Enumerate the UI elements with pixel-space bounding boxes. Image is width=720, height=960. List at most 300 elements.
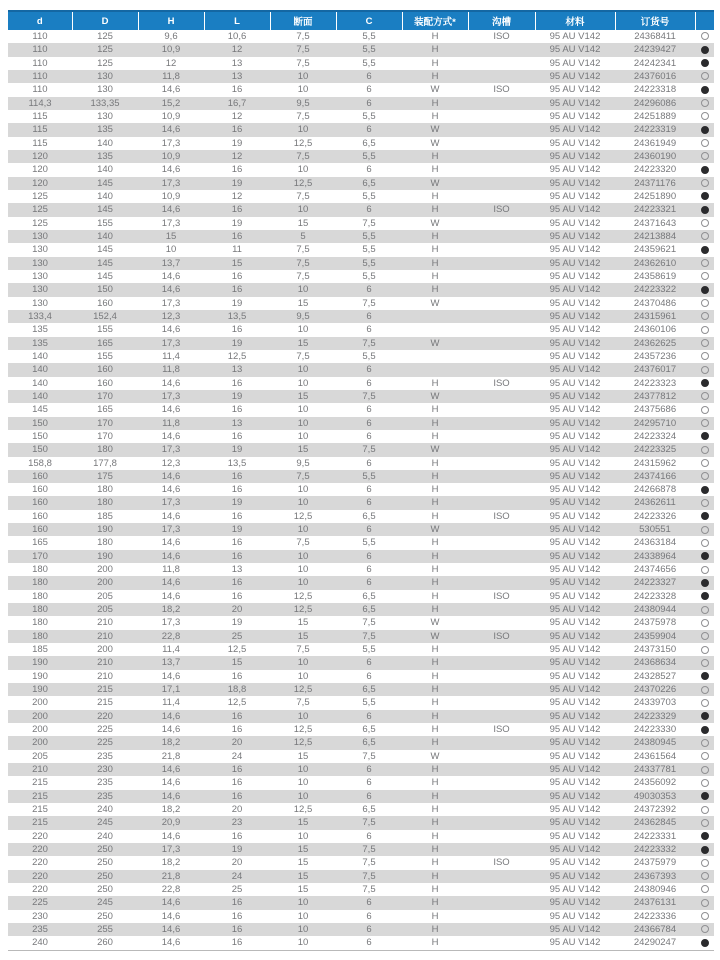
cell-order-number: 24223330 [633,724,677,736]
cell-H: 18,2 [138,603,204,616]
cell-C: 6 [336,656,402,669]
cell-section: 10 [270,417,336,430]
cell-section: 10 [297,404,309,416]
cell-section: 15 [270,843,336,856]
stock-open-icon [701,606,709,614]
stock-open-icon [701,806,709,814]
stock-open-icon [701,419,709,427]
cell-order-number: 24223331 [633,830,677,842]
cell-stock [695,443,714,456]
cell-L: 15 [204,257,270,270]
cell-groove [468,603,535,616]
cell-order-number: 24368411 [634,31,676,42]
cell-groove: ISO [468,203,535,216]
stock-open-icon [701,352,709,360]
table-row [8,243,714,256]
cell-section: 7,5 [296,270,310,282]
table-row [8,910,714,923]
cell-material: 95 AU V142 [535,923,615,936]
cell-D: 177,8 [93,457,117,469]
cell-order-number: 49030353 [615,790,695,803]
cell-H: 14,6 [161,510,181,522]
table-header-row [8,11,714,30]
stock-open-icon [701,872,709,880]
table-row [8,177,714,190]
cell-groove [468,710,535,723]
cell-groove [468,177,535,190]
cell-section: 10 [270,576,336,589]
cell-stock [695,603,714,616]
cell-assembly: H [431,884,439,895]
stock-open-icon [701,659,709,667]
cell-C: 6 [366,457,372,469]
table-row [8,936,714,950]
stock-open-icon [701,326,709,334]
cell-L: 16 [204,576,270,589]
column-header-section: 断面 [270,11,336,30]
cell-H: 14,6 [138,470,204,483]
table-row [8,97,714,110]
cell-stock [695,550,714,563]
cell-H: 13,7 [138,656,204,669]
cell-H: 11,4 [162,697,180,709]
cell-material: 95 AU V142 [549,31,601,42]
cell-assembly: H [402,70,468,83]
cell-D: 170 [72,417,138,430]
cell-order-number: 24223326 [633,510,677,522]
table-row [8,776,714,789]
cell-H: 14,6 [138,123,204,136]
cell-groove [468,883,535,896]
cell-order-number: 24360106 [633,324,677,336]
cell-L: 19 [204,390,270,403]
cell-groove: ISO [468,630,535,643]
cell-d: 110 [8,70,72,83]
cell-material: 95 AU V142 [549,297,601,309]
cell-section: 10 [270,790,336,803]
cell-order-number: 24358619 [633,270,677,282]
cell-material: 95 AU V142 [535,630,615,643]
stock-filled-icon [701,246,709,254]
cell-material: 95 AU V142 [549,137,601,149]
cell-d: 220 [32,884,48,895]
stock-filled-icon [701,726,709,734]
cell-groove [468,830,535,843]
cell-C: 7,5 [336,870,402,883]
cell-groove [468,297,535,310]
cell-material: 95 AU V142 [549,457,601,469]
cell-D: 175 [72,470,138,483]
cell-stock [695,297,714,310]
stock-filled-icon [701,166,709,174]
cell-D: 245 [72,816,138,829]
table-row [8,803,714,816]
cell-H: 14,6 [161,590,181,602]
cell-groove [468,683,535,696]
stock-open-icon [701,619,709,627]
cell-d: 150 [32,430,48,442]
cell-L: 24 [231,750,243,762]
stock-open-icon [701,632,709,640]
cell-section: 10 [297,324,309,336]
cell-section: 7,5 [296,110,310,122]
table-row [8,843,714,856]
cell-groove [468,563,535,576]
cell-material: 95 AU V142 [535,816,615,829]
cell-C: 6 [336,550,402,563]
cell-L: 16 [204,710,270,723]
cell-C: 6 [366,910,372,922]
cell-C: 6,5 [362,724,376,736]
cell-section: 10 [270,923,336,936]
cell-stock [695,43,714,56]
cell-stock [695,230,714,243]
cell-D: 210 [97,617,113,629]
cell-groove [468,163,535,176]
cell-H: 14,6 [161,910,181,922]
cell-L: 10,6 [227,31,247,42]
cell-section: 12,5 [270,736,336,749]
cell-D: 245 [72,896,138,909]
cell-L: 16 [204,470,270,483]
cell-D: 205 [72,603,138,616]
cell-H: 11,4 [162,644,180,656]
table-row [8,616,714,629]
cell-stock [695,70,714,83]
cell-material: 95 AU V142 [535,603,615,616]
cell-order-number: 24223328 [633,590,677,602]
cell-groove [468,470,535,483]
table-row [8,483,714,496]
table-header [8,11,714,30]
cell-stock [695,390,714,403]
cell-H: 14,6 [138,550,204,563]
cell-C: 6 [336,496,402,509]
cell-d: 145 [32,404,48,416]
cell-groove [468,323,535,336]
cell-assembly: H [402,283,468,296]
cell-stock [695,57,714,70]
cell-order-number: 24368634 [615,656,695,669]
cell-d: 230 [32,910,48,922]
cell-assembly: W [430,297,440,309]
cell-section: 10 [270,123,336,136]
stock-open-icon [701,179,709,187]
stock-open-icon [701,72,709,80]
cell-assembly: H [402,763,468,776]
cell-material: 95 AU V142 [549,270,601,282]
cell-material: 95 AU V142 [535,870,615,883]
cell-C: 6,5 [336,683,402,696]
cell-assembly: H [402,710,468,723]
cell-H: 18,2 [138,736,204,749]
cell-C: 6,5 [362,510,376,522]
cell-groove [468,363,535,376]
cell-assembly: H [431,697,439,709]
cell-L: 20 [204,603,270,616]
cell-stock [695,190,714,203]
cell-material: 95 AU V142 [549,857,601,869]
table-row [8,670,714,683]
table-row [8,590,714,603]
cell-groove: ISO [493,510,510,522]
cell-groove [468,257,535,270]
cell-d: 160 [32,510,48,522]
cell-C: 7,5 [362,297,376,309]
stock-open-icon [701,366,709,374]
cell-H: 22,8 [161,884,181,895]
cell-groove [468,403,535,416]
cell-C: 7,5 [336,816,402,829]
table-row [8,390,714,403]
cell-stock [695,576,714,589]
cell-H: 12 [165,57,177,69]
cell-material: 95 AU V142 [549,430,601,442]
cell-d: 160 [8,496,72,509]
cell-groove [468,576,535,589]
table-row [8,430,714,443]
cell-groove [468,896,535,909]
cell-stock [695,590,714,603]
cell-order-number: 24315962 [633,457,677,469]
cell-stock [695,536,714,549]
cell-material: 95 AU V142 [535,283,615,296]
cell-d: 240 [32,937,48,949]
stock-open-icon [701,259,709,267]
cell-section: 12,5 [293,137,313,149]
cell-assembly: W [430,750,440,762]
cell-assembly: H [431,190,439,202]
cell-assembly: W [430,137,440,149]
cell-groove [468,523,535,536]
cell-section: 10 [270,710,336,723]
cell-stock [695,843,714,856]
cell-D: 145 [72,257,138,270]
cell-D: 160 [97,377,113,389]
stock-open-icon [701,739,709,747]
cell-groove [468,97,535,110]
cell-stock [695,270,714,283]
cell-groove [468,843,535,856]
cell-section: 10 [297,937,309,949]
table-row [8,763,714,776]
cell-order-number: 24223336 [633,910,677,922]
cell-H: 18,2 [161,804,181,816]
cell-L: 16 [231,724,243,736]
column-header-C: C [336,11,402,30]
cell-d: 200 [8,710,72,723]
stock-open-icon [701,766,709,774]
cell-stock [695,470,714,483]
cell-groove [468,910,535,923]
cell-L: 16 [204,283,270,296]
cell-L: 16 [231,777,243,789]
cell-stock [695,483,714,496]
table-row [8,403,714,416]
cell-material: 95 AU V142 [549,244,601,256]
cell-H: 17,3 [138,496,204,509]
cell-groove [468,417,535,430]
cell-d: 120 [8,177,72,190]
cell-order-number: 24295710 [615,417,695,430]
cell-section: 15 [297,857,309,869]
cell-material: 95 AU V142 [535,203,615,216]
cell-stock [695,150,714,163]
cell-assembly: H [431,777,439,789]
stock-filled-icon [701,486,709,494]
cell-section: 15 [297,617,309,629]
cell-C: 7,5 [336,843,402,856]
cell-d: 110 [32,57,48,69]
cell-section: 9,5 [270,97,336,110]
cell-assembly: H [402,417,468,430]
cell-stock [695,870,714,883]
cell-d: 150 [8,443,72,456]
cell-assembly: W [402,390,468,403]
cell-H: 14,6 [161,270,181,282]
cell-C: 7,5 [336,337,402,350]
cell-order-number: 24223323 [633,377,677,389]
cell-H: 10,9 [161,190,181,202]
cell-assembly: H [402,576,468,589]
cell-L: 12,5 [227,350,247,362]
cell-groove [468,656,535,669]
cell-section: 7,5 [270,43,336,56]
column-header-groove: 沟槽 [468,11,535,30]
stock-open-icon [701,459,709,467]
cell-order-number: 24223322 [615,283,695,296]
cell-C: 6 [336,710,402,723]
cell-L: 12,5 [227,644,247,656]
cell-D: 215 [97,697,113,709]
cell-material: 95 AU V142 [549,777,601,789]
cell-C: 6 [336,283,402,296]
cell-section: 10 [270,523,336,536]
cell-C: 7,5 [336,443,402,456]
cell-L: 16 [204,203,270,216]
cell-L: 12 [204,43,270,56]
stock-filled-icon [701,86,709,94]
table-row [8,137,714,150]
cell-material: 95 AU V142 [549,617,601,629]
cell-d: 120 [32,164,48,176]
cell-groove [468,776,535,789]
table-row [8,550,714,563]
cell-section: 12,5 [293,510,313,522]
cell-H: 14,6 [138,203,204,216]
cell-L: 16 [231,830,243,842]
cell-material: 95 AU V142 [535,150,615,163]
cell-d: 180 [8,576,72,589]
cell-material: 95 AU V142 [549,510,601,522]
cell-order-number: 24223321 [615,203,695,216]
stock-filled-icon [701,206,709,214]
cell-material: 95 AU V142 [549,84,601,96]
cell-order-number: 24328527 [633,670,677,682]
cell-assembly: H [431,457,439,469]
cell-H: 21,8 [161,750,181,762]
cell-assembly: W [402,630,468,643]
cell-d: 110 [32,84,48,96]
table-row [8,536,714,549]
cell-order-number: 24374166 [615,470,695,483]
cell-assembly: H [431,590,439,602]
cell-stock [695,363,714,376]
stock-filled-icon [701,552,709,560]
stock-open-icon [701,752,709,760]
cell-stock [695,830,714,843]
cell-material: 95 AU V142 [549,804,601,816]
cell-C: 6 [336,310,402,323]
cell-D: 230 [72,763,138,776]
stock-open-icon [701,139,709,147]
cell-D: 160 [97,297,113,309]
cell-L: 19 [231,137,243,149]
cell-stock [695,630,714,643]
cell-H: 14,6 [161,670,181,682]
cell-order-number: 24373150 [633,644,677,656]
stock-filled-icon [701,192,709,200]
cell-stock [695,350,714,363]
cell-H: 10,9 [161,110,181,122]
table-row [8,310,714,323]
cell-d: 120 [8,150,72,163]
cell-section: 10 [270,283,336,296]
cell-C: 6 [336,790,402,803]
cell-d: 115 [8,123,72,136]
cell-order-number: 24266878 [633,484,677,496]
cell-assembly: H [431,377,439,389]
cell-L: 16 [204,790,270,803]
cell-order-number: 24362625 [615,337,695,350]
cell-D: 210 [72,656,138,669]
parts-dimension-table [8,10,714,951]
cell-L: 19 [204,337,270,350]
stock-open-icon [701,885,709,893]
cell-assembly: H [402,816,468,829]
cell-order-number: 24366784 [615,923,695,936]
cell-material: 95 AU V142 [549,724,601,736]
cell-H: 22,8 [138,630,204,643]
stock-open-icon [701,272,709,280]
cell-groove: ISO [493,84,510,96]
table-row [8,70,714,83]
cell-C: 6 [366,937,372,949]
cell-section: 15 [297,750,309,762]
cell-d: 205 [32,750,48,762]
cell-D: 255 [72,923,138,936]
cell-C: 6,5 [362,590,376,602]
cell-assembly: H [431,724,439,736]
cell-C: 5,5 [362,190,376,202]
cell-d: 110 [8,43,72,56]
cell-C: 6,5 [336,603,402,616]
cell-d: 215 [8,816,72,829]
cell-L: 20 [231,857,243,869]
cell-section: 7,5 [296,190,310,202]
cell-d: 130 [32,270,48,282]
cell-section: 10 [297,430,309,442]
cell-H: 14,6 [161,324,181,336]
cell-groove [468,616,535,629]
cell-stock [695,750,714,763]
cell-groove: ISO [493,857,510,869]
cell-section: 15 [297,884,309,895]
cell-assembly: H [431,110,439,122]
cell-H: 17,3 [161,617,181,629]
cell-C: 5,5 [362,644,376,656]
cell-groove [468,443,535,456]
